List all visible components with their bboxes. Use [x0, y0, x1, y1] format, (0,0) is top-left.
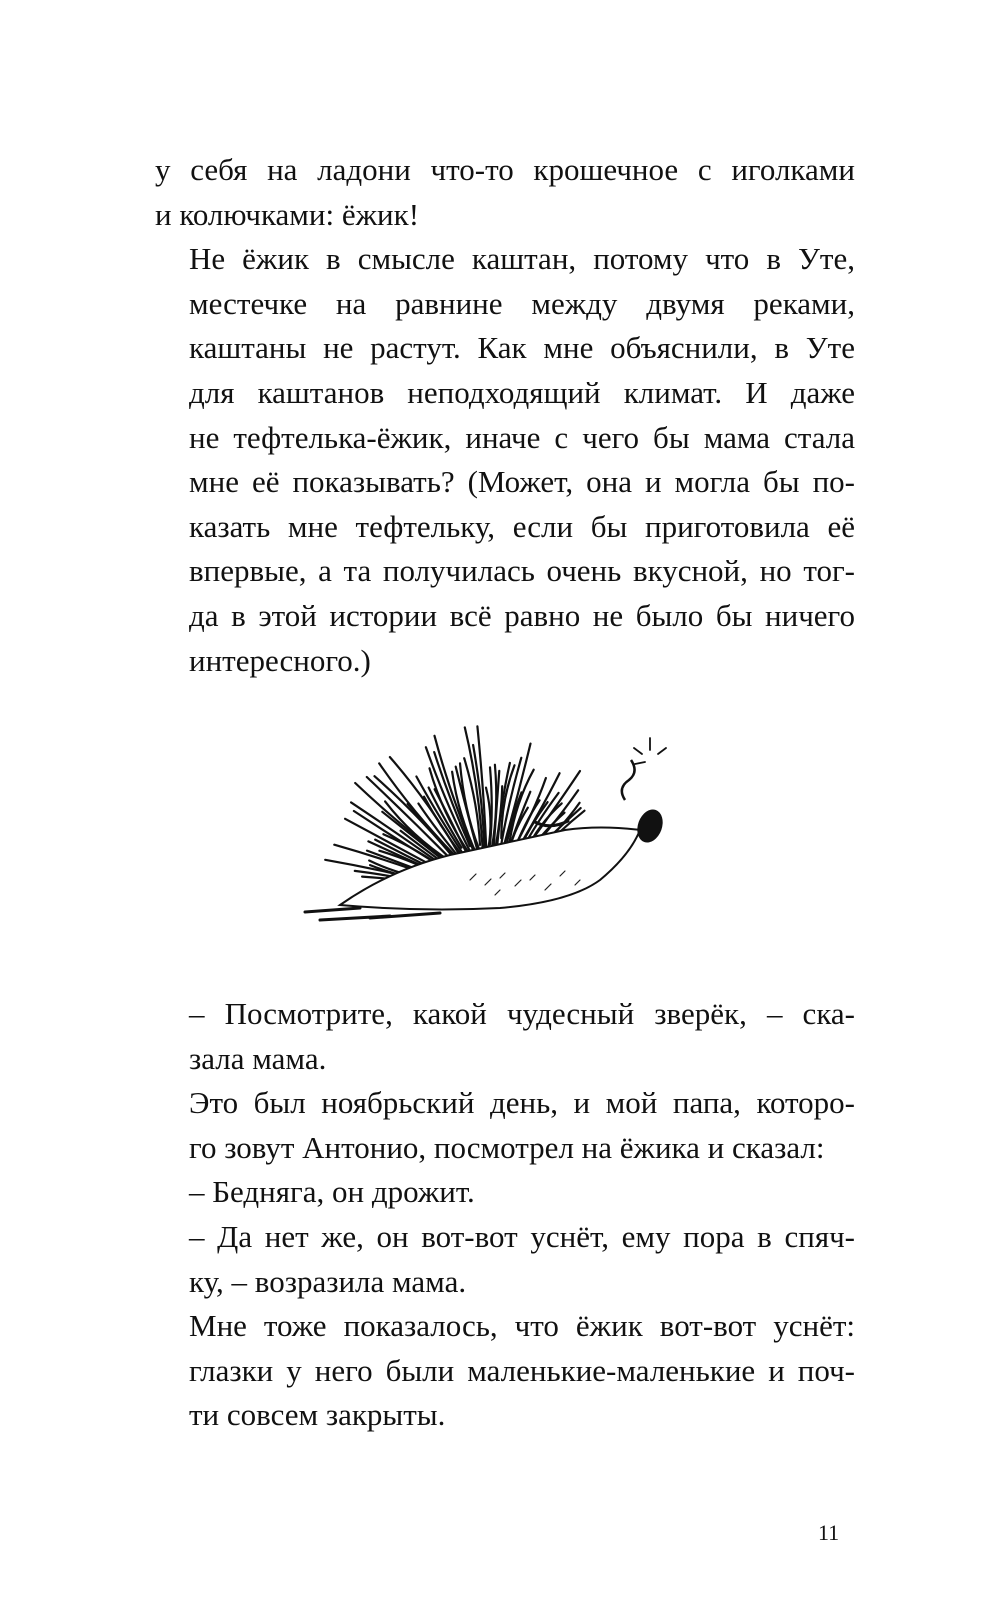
- text-line: го зовут Антонио, посмотрел на ёжика и сказал:: [189, 1129, 825, 1165]
- text-line: местечке на равнине между двумя реками,: [189, 285, 855, 321]
- text-line: Это был ноябрьский день, и мой папа, которо-: [189, 1085, 855, 1121]
- text-line: у себя на ладони что-то крошечное с иголками: [155, 152, 855, 187]
- paragraph-3: [155, 992, 855, 1081]
- text-line: не тефтелька-ёжик, иначе с чего бы мама стала: [189, 419, 855, 455]
- hedgehog-illustration: [300, 680, 700, 950]
- paragraph-6: [155, 1215, 855, 1304]
- paragraph-2: [155, 237, 855, 683]
- paragraph-4: [155, 1081, 855, 1170]
- page-number: 11: [818, 1520, 840, 1545]
- text-block-bottom: [155, 992, 855, 1438]
- text-line: – Бедняга, он дрожит.: [189, 1174, 475, 1210]
- text-line: и колючками: ёжик!: [155, 196, 420, 232]
- text-line: для каштанов неподходящий климат. И даже: [189, 374, 855, 410]
- text-line: интересного.): [189, 642, 371, 678]
- text-line: – Да нет же, он вот-вот уснёт, ему пора в спяч-: [189, 1218, 855, 1254]
- text-line: Не ёжик в смысле каштан, потому что в Уте,: [189, 241, 855, 277]
- text-line: – Посмотрите, какой чудесный зверёк, – ска-: [189, 996, 855, 1031]
- text-line: казать мне тефтельку, если бы приготовила её: [189, 508, 855, 544]
- text-line: зала мама.: [189, 1040, 327, 1076]
- paragraph-5: [155, 1170, 855, 1215]
- paragraph-7: [155, 1304, 855, 1438]
- text-line: каштаны не растут. Как мне объяснили, в Уте: [189, 330, 855, 366]
- text-line: да в этой истории всё равно не было бы ничего: [189, 597, 855, 633]
- text-line: ку, – возразила мама.: [189, 1263, 467, 1299]
- text-line: глазки у него были маленькие-маленькие и поч-: [189, 1352, 855, 1388]
- text-block-top: [155, 148, 855, 683]
- text-line: впервые, а та получилась очень вкусной, но тог-: [189, 553, 855, 589]
- paragraph-1: [155, 148, 855, 237]
- text-line: Мне тоже показалось, что ёжик вот-вот уснёт:: [189, 1308, 855, 1344]
- text-line: мне её показывать? (Может, она и могла бы по-: [189, 464, 855, 500]
- text-line: ти совсем закрыты.: [189, 1397, 446, 1433]
